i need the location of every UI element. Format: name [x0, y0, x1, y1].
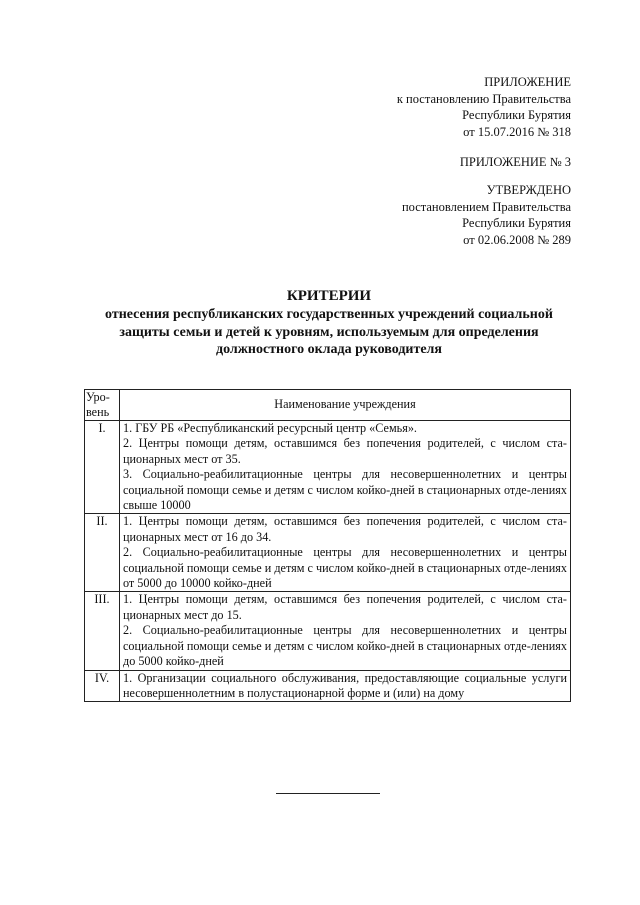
approved-line-2: Республики Бурятия — [462, 216, 571, 230]
approved-header — [402, 182, 571, 248]
approved-line-1: постановлением Правительства — [401, 199, 571, 214]
footer-divider — [276, 793, 380, 794]
table-row — [85, 421, 571, 514]
row-items — [120, 592, 571, 670]
row-item: 1. Организации социального обслуживания, предоставляющие социальные услуги несовершеннолетним в полустационарной форме и (или) на дому — [123, 670, 567, 700]
appendix-3-title: ПРИЛОЖЕНИЕ № 3 — [459, 155, 571, 169]
document-title — [60, 287, 598, 359]
header-level-line-1: Уро- — [86, 390, 110, 404]
row-level: IV. — [85, 670, 120, 702]
title-sub-line-2: защиты семьи и детей к уровням, используемым для определения — [119, 324, 539, 340]
row-item: 1. ГБУ РБ «Республиканский ресурсный центр «Семья». — [123, 421, 417, 435]
row-item: 1. Центры помощи детям, оставшимся без попечения родителей, с числом ста-ционарных мест до 15. — [123, 592, 567, 622]
row-items — [120, 514, 571, 592]
row-level: I. — [85, 421, 120, 514]
title-sub-line-3: должностного оклада руководителя — [215, 342, 442, 357]
row-items — [120, 670, 571, 702]
appendix-line-1: к постановлению Правительства — [396, 91, 571, 106]
approved-line-3: от 02.06.2008 № 289 — [463, 232, 571, 247]
appendix-line-2: Республики Бурятия — [462, 108, 571, 122]
table-row — [85, 670, 571, 702]
appendix-header — [397, 74, 571, 140]
appendix-title: ПРИЛОЖЕНИЕ — [484, 75, 571, 89]
approved-title: УТВЕРЖДЕНО — [486, 183, 571, 197]
header-level-line-2: вень — [86, 405, 110, 419]
row-items — [120, 421, 571, 514]
row-level: III. — [85, 592, 120, 670]
title-main: КРИТЕРИИ — [286, 288, 372, 304]
title-sub-line-1: отнесения республиканских государственных учреждений социальной — [105, 307, 553, 322]
appendix-line-3: от 15.07.2016 № 318 — [463, 124, 571, 139]
row-item: 1. Центры помощи детям, оставшимся без попечения родителей, с числом ста-ционарных мест от 16 до 34. — [123, 514, 567, 544]
criteria-table — [84, 389, 571, 702]
row-item: 2. Социально-реабилитационные центры для несовершеннолетних и центры социальной помощи семье и детям с числом койко-дней в стационарных отде-лениях до 5000 койко-дней — [123, 623, 567, 669]
table-row — [85, 592, 571, 670]
row-item: 2. Центры помощи детям, оставшимся без попечения родителей, с числом ста-ционарных мест от 35. — [123, 436, 567, 466]
header-level — [85, 390, 120, 421]
table-row — [85, 514, 571, 592]
row-level: II. — [85, 514, 120, 592]
row-item: 3. Социально-реабилитационные центры для несовершеннолетних и центры социальной помощи семье и детям с числом койко-дней в стационарных отде-лениях свыше 10000 — [123, 467, 567, 513]
table-header-row — [85, 390, 571, 421]
row-item: 2. Социально-реабилитационные центры для несовершеннолетних и центры социальной помощи семье и детям с числом койко-дней в стационарных отде-лениях от 5000 до 10000 койко-дней — [123, 545, 567, 591]
appendix-3-header — [460, 154, 571, 171]
header-name: Наименование учреждения — [120, 390, 571, 421]
